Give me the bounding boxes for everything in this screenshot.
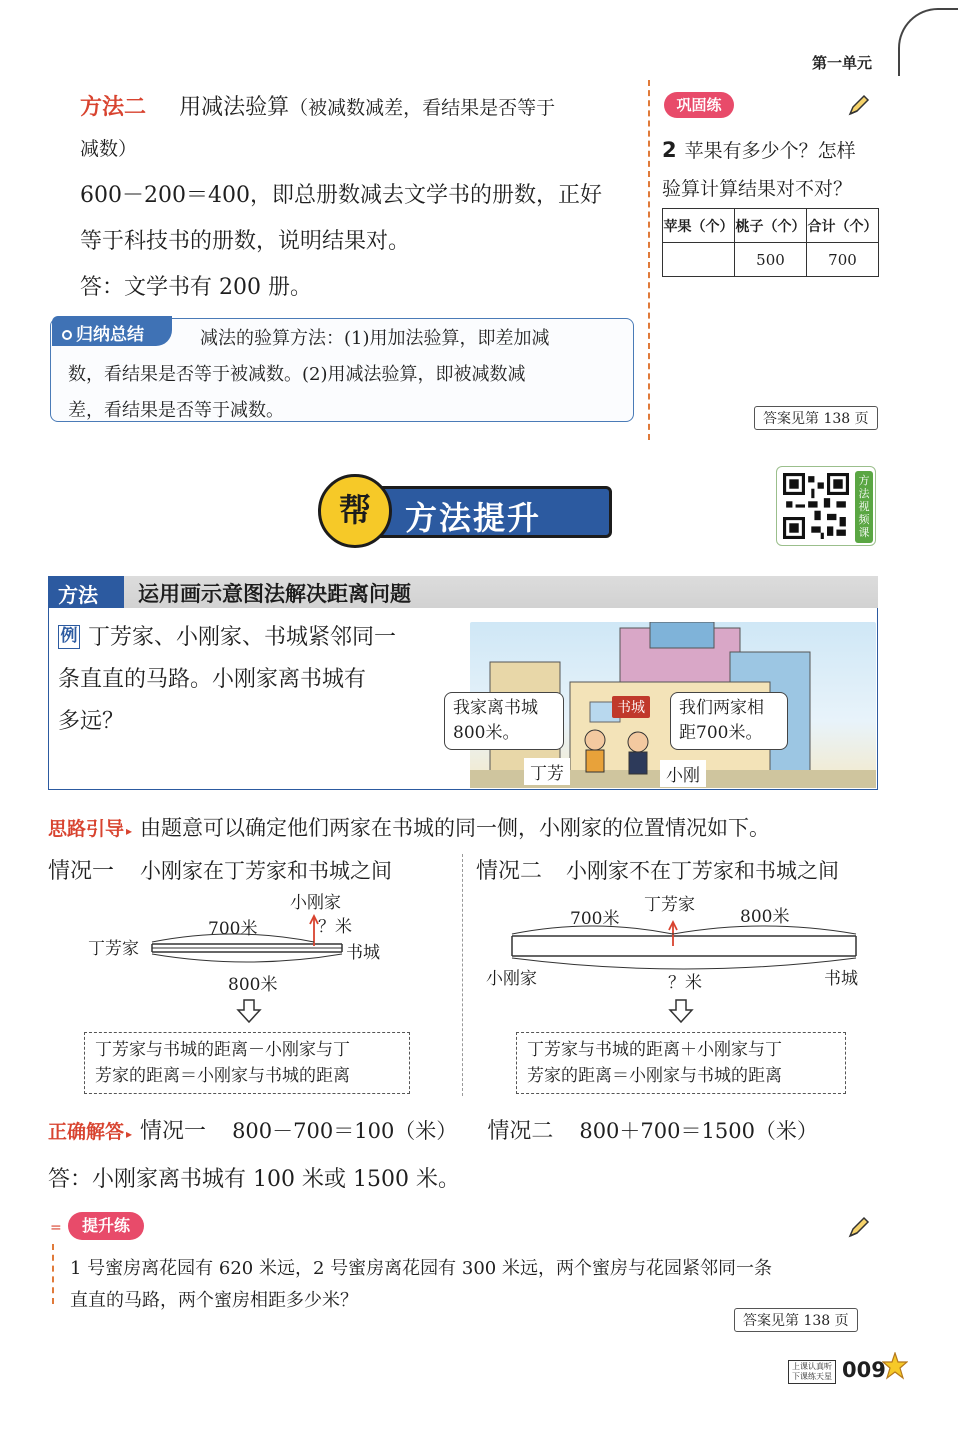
method2-text: 用减法验算 [179, 95, 290, 120]
thinking-label: 思路引导 [48, 818, 125, 840]
example-line1 [58, 620, 396, 651]
sidebar-q-num: 2 [662, 138, 677, 162]
summary-line1: 减法的验算方法：(1)用加法验算，即差加减 [200, 328, 550, 349]
case1-formula-box [84, 1032, 410, 1094]
street-illustration [453, 622, 876, 788]
top-line1: 600－200＝400，即总册数减去文学书的册数，正好 [80, 183, 602, 208]
case-divider [462, 854, 463, 1096]
thinking-text: 由题意可以确定他们两家在书城的同一侧，小刚家的位置情况如下。 [140, 816, 771, 840]
sidebar-answer-note[interactable]: 答案见第 138 页 [754, 406, 878, 430]
method2-paren2: 减数） [80, 138, 138, 160]
solution-case2-eq: 800＋700＝1500（米） [579, 1119, 818, 1143]
summary-line2: 数，看结果是否等于被减数。(2)用减法验算，即被减数减 [68, 364, 526, 385]
case2-formula-box [516, 1032, 846, 1094]
qr-code-panel[interactable] [776, 466, 876, 546]
example-text1: 丁芳家、小刚家、书城紧邻同一 [88, 625, 397, 650]
solution-answer: 答：小刚家离书城有 100 米或 1500 米。 [48, 1167, 460, 1192]
bubble-right-line1: 我们两家相 [679, 698, 764, 718]
case1-800-label: 800米 [228, 975, 278, 995]
banner-title: 方法提升 [362, 486, 612, 538]
bookcity-sign: 书城 [612, 696, 650, 718]
speech-bubble-xiaogang [670, 692, 788, 750]
top-line2: 等于科技书的册数，说明结果对。 [80, 229, 411, 254]
practice-answer-note[interactable]: 答案见第 138 页 [734, 1308, 858, 1332]
method2-line [80, 90, 555, 121]
solution-case1-eq: 800－700＝100（米） [232, 1119, 458, 1143]
solution-label: 正确解答 [48, 1121, 125, 1143]
case1-q-label: ？米 [318, 917, 352, 937]
table-cell: 500 [735, 243, 807, 277]
name-tag-xiaogang: 小刚 [660, 760, 706, 787]
sidebar-divider [648, 80, 650, 440]
case2-title: 情况二 [476, 859, 543, 884]
practice-line1: 1 号蜜房离花园有 620 米远，2 号蜜房离花园有 300 米远，两个蜜房与花园紧邻同一条 [70, 1258, 772, 1279]
practice-line2: 直直的马路，两个蜜房相距多少米？ [70, 1290, 358, 1311]
footer-slogan [788, 1360, 836, 1384]
method-title: 运用画示意图法解决距离问题 [138, 582, 411, 606]
summary-tag-text: 归纳总结 [76, 325, 144, 345]
case2-heading [476, 854, 839, 885]
case1-xiaogang-label: 小刚家 [290, 893, 341, 913]
case2-xiaogang-label: 小刚家 [486, 969, 537, 989]
case2-desc: 小刚家不在丁芳家和书城之间 [566, 859, 840, 883]
practice-border [52, 1244, 54, 1304]
sidebar-q-text2: 验算计算结果对不对？ [662, 178, 853, 200]
case2-q-label: ？米 [668, 973, 702, 993]
table-row [663, 209, 879, 243]
case2-down-arrow-icon [668, 998, 694, 1024]
table-header-cell: 合计（个） [807, 209, 879, 243]
case1-bookcity-label: 书城 [346, 943, 380, 963]
solution-line [48, 1114, 818, 1145]
table-cell: 700 [807, 243, 879, 277]
case2-800-label: 800米 [740, 907, 790, 927]
sidebar-table [662, 208, 879, 277]
sidebar-badge: 巩固练 [664, 92, 734, 118]
case1-desc: 小刚家在丁芳家和书城之间 [140, 859, 393, 883]
page-number: 009 [842, 1358, 886, 1382]
name-tag-dingfang: 丁芳 [524, 758, 570, 785]
bubble-right-line2: 距700米。 [679, 723, 763, 743]
case2-700-label: 700米 [570, 909, 620, 929]
case2-box-line1: 丁芳家与书城的距离＋小刚家与丁 [527, 1040, 782, 1060]
speech-bubble-dingfang [444, 692, 564, 750]
example-line2: 条直直的马路。小刚家离书城有 [58, 667, 367, 692]
case1-down-arrow-icon [236, 998, 262, 1024]
table-cell-apples[interactable] [663, 243, 735, 277]
solution-case2: 情况二 [487, 1119, 554, 1144]
banner-circle: 帮 [318, 474, 392, 548]
sidebar-question-line1 [662, 136, 856, 163]
star-mascot-icon [882, 1352, 908, 1380]
method-tag: 方法 [48, 576, 124, 608]
case1-title: 情况一 [48, 859, 115, 884]
summary-tag [52, 316, 172, 346]
solution-case1: 情况一 [140, 1119, 207, 1144]
case2-dingfang-label: 丁芳家 [644, 895, 695, 915]
footer-slogan-line2: 下课练天星 [792, 1372, 832, 1381]
pencil-icon [846, 1214, 872, 1240]
case1-heading [48, 854, 392, 885]
practice-dash-icon: = [50, 1220, 62, 1236]
summary-line3: 差，看结果是否等于减数。 [68, 400, 284, 421]
bubble-left-line1: 我家离书城 [453, 698, 538, 718]
corner-decoration [898, 8, 958, 76]
case2-box-line2: 芳家的距离＝小刚家与书城的距离 [527, 1066, 782, 1086]
practice-badge: 提升练 [68, 1212, 144, 1240]
example-line3: 多远？ [58, 709, 125, 734]
qr-code-icon[interactable] [783, 473, 849, 539]
method2-paren: （被减数减差，看结果是否等于 [289, 97, 556, 119]
case1-dingfang-label: 丁芳家 [88, 939, 139, 959]
qr-side-label: 方法视频课 [855, 471, 873, 543]
unit-label: 第一单元 [812, 54, 873, 72]
pencil-icon [846, 92, 872, 118]
case1-box-line2: 芳家的距离＝小刚家与书城的距离 [95, 1066, 350, 1086]
footer-slogan-line1: 上课认真听 [792, 1362, 832, 1371]
table-header-cell: 桃子（个） [735, 209, 807, 243]
sidebar-q-text1: 苹果有多少个？怎样 [684, 140, 856, 162]
solution-arrow-icon: ▸ [126, 1127, 133, 1141]
bubble-left-line2: 800米。 [453, 723, 520, 743]
case1-700-label: 700米 [208, 919, 258, 939]
example-mark: 例 [58, 625, 80, 649]
table-header-cell: 苹果（个） [663, 209, 735, 243]
thinking-line [48, 812, 770, 842]
thinking-arrow-icon: ▸ [126, 824, 133, 838]
top-answer: 答：文学书有 200 册。 [80, 275, 312, 300]
method-banner [318, 474, 614, 548]
case1-box-line1: 丁芳家与书城的距离－小刚家与丁 [95, 1040, 350, 1060]
case2-bookcity-label: 书城 [824, 969, 858, 989]
method2-label: 方法二 [80, 95, 147, 120]
table-row [663, 243, 879, 277]
summary-dot-icon [62, 330, 72, 340]
